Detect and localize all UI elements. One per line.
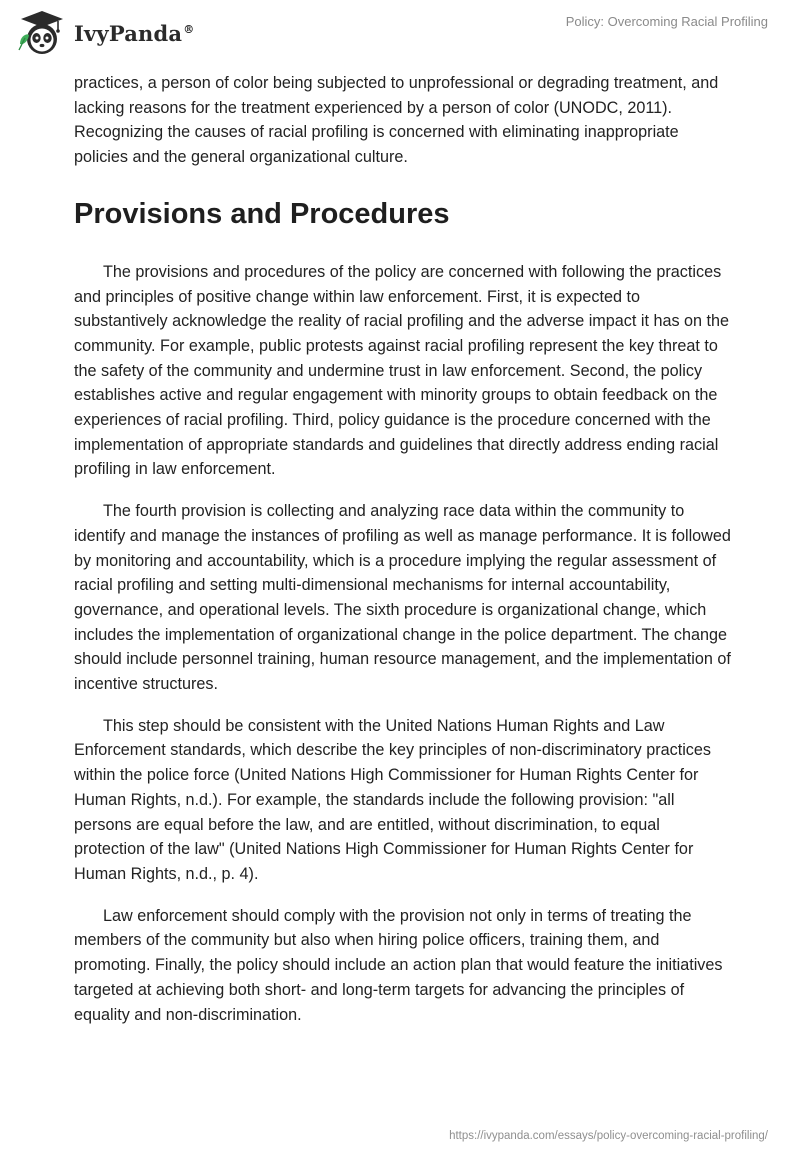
source-url[interactable]: https://ivypanda.com/essays/policy-overcoming-racial-profiling/	[449, 1130, 768, 1142]
intro-paragraph: practices, a person of color being subjected to unprofessional or degrading treatment, and lacking reasons for the treatment experienced by a person of color (UNODC, 2011). Recognizing the causes of racial profiling is concerned with eliminating inappropriate policies and the general organizational culture.	[74, 74, 719, 167]
document-title: Policy: Overcoming Racial Profiling	[565, 14, 768, 29]
panda-graduate-icon	[14, 8, 70, 58]
body-paragraph: The fourth provision is collecting and analyzing race data within the community to identify and manage the instances of profiling as well as manage performance. It is followed by monitoring and accountability, which is a procedure implying the regular assessment of racial profiling and setting multi-dimensional mechanisms for internal accountability, governance, and operational levels. The sixth procedure is organizational change, which includes the implementation of organizational change in the police department. The change should include personnel training, human resource management, and the implementation of incentive structures.	[74, 502, 731, 694]
page-header	[0, 0, 800, 70]
brand-logo[interactable]	[14, 8, 194, 58]
brand-name: IvyPanda®	[74, 20, 195, 46]
body-paragraph: This step should be consistent with the United Nations Human Rights and Law Enforcement standards, which describe the key principles of non-discriminatory practices within the police force (United Nations High Commissioner for Human Rights Center for Human Rights, n.d.). For example, the standards include the following provision: "all persons are equal before the law, and are entitled, without discrimination, to equal protection of the law" (United Nations High Commissioner for Human Rights Center for Human Rights, n.d., p. 4).	[74, 716, 711, 883]
section-heading: Provisions and Procedures	[74, 197, 450, 230]
body-paragraph: The provisions and procedures of the policy are concerned with following the practices and principles of positive change within law enforcement. First, it is expected to substantively acknowledge the reality of racial profiling and the adverse impact it has on the community. For example, public protests against racial profiling represent the key threat to the safety of the community and undermine trust in law enforcement. Second, the policy establishes active and regular engagement with minority groups to obtain feedback on the experiences of racial profiling. Third, policy guidance is the procedure concerned with the implementation of appropriate standards and guidelines that directly address ending racial profiling in law enforcement.	[74, 262, 730, 479]
essay-body	[74, 70, 734, 1027]
body-paragraph: Law enforcement should comply with the provision not only in terms of treating the members of the community but also when hiring police officers, training them, and promoting. Finally, the policy should include an action plan that would feature the initiatives targeted at achieving both short- and long-term targets for advancing the principles of equality and non-discrimination.	[74, 906, 723, 1024]
